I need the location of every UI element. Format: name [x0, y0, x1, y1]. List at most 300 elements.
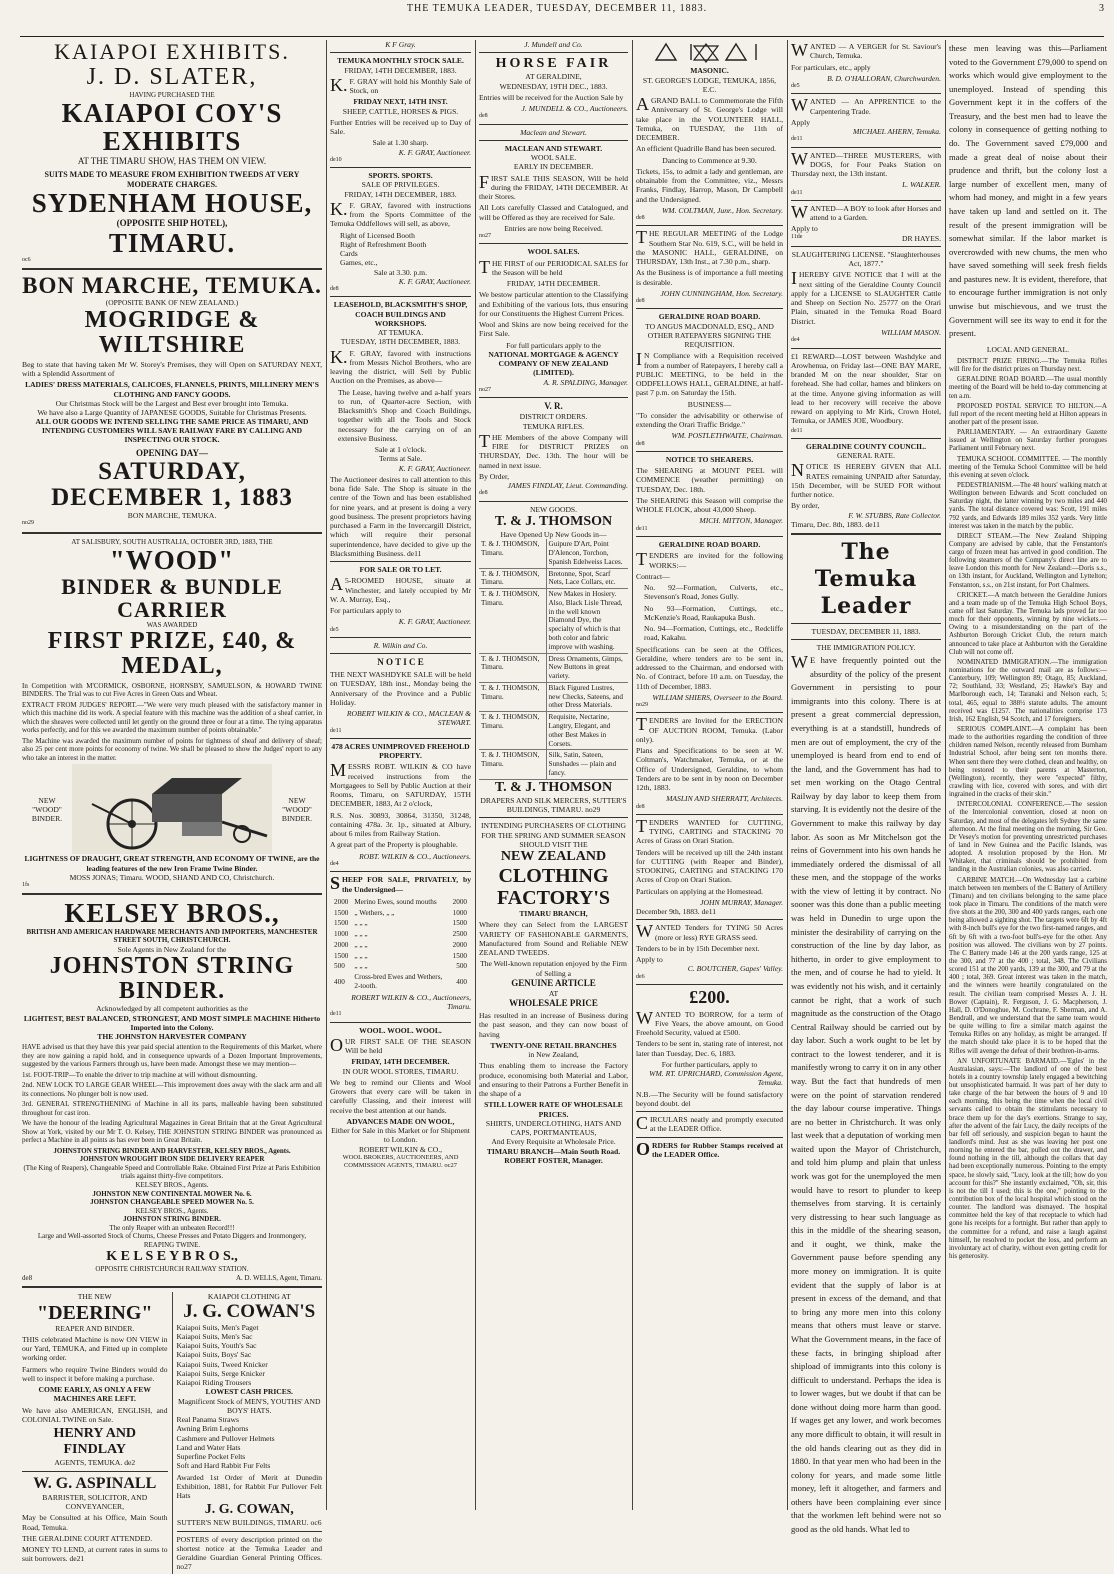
tenders: TENDERS are invited for the following WORKS:— [636, 549, 783, 570]
label: "WOOD" [282, 804, 312, 814]
table-cell: „ „ „ [354, 951, 368, 960]
reward-notice: £1 REWARD—LOST between Washdyke and Arowhenua, on Friday last—ONE BAY MARE, branded M on the near shoulder, Star on forehead. She had collar, hames and blinkers on at the time. Anyone giving information as will lead to her recovery will receive the above reward on applying to Mr Kirk, Crown Hotel, Temuka, or JAMES JOE, Woodbury. [791, 351, 941, 426]
notice-text: THE NEXT WASHDYKE SALE will be held on TUESDAY, 18th inst., Monday being the Anniversary of the Province and a Public Holiday. [330, 670, 471, 707]
table-cell: T. & J. THOMSON, Timaru. [479, 539, 546, 568]
johnston-mower: JOHNSTON NEW CONTINENTAL MOWER No. 6. [92, 1189, 252, 1198]
list-item: Games, etc., [340, 258, 378, 268]
ref-code: de8 [479, 490, 488, 497]
table-cell: Silk, Satin, Sateen, Sunshades — plain and fancy. [546, 750, 628, 779]
temuka-rifles: TEMUKA RIFLES. [522, 421, 585, 431]
terms: Terms at Sale. [378, 454, 423, 464]
table-row [479, 539, 628, 568]
every-requisite: And Every Requisite at Wholesale Price. [491, 1137, 616, 1147]
column-3 [479, 40, 628, 1510]
immigration-title: THE IMMIGRATION POLICY. [816, 642, 916, 652]
rate-text: NOTICE IS HEREBY GIVEN that ALL RATES remaining UNPAID after Saturday, 15th December, will be SUED FOR without further notice. [791, 460, 941, 500]
list-item: Soft and Hard Rabbit Fur Felts [176, 1461, 271, 1471]
list-item: No 93—Formation, Cuttings, etc., McKenzie's Road, Raukapuka Bush. [644, 603, 783, 622]
regular-meeting: THE REGULAR MEETING of the Lodge Southern Star No. 619, S.C., will be held in the MASONIC HALL, GERALDINE, on THURSDAY, 13th Inst., at 7.30 p.m., sharp. [636, 227, 783, 267]
table-cell: 2000 [452, 940, 467, 949]
ref-code: de4 [791, 337, 800, 344]
shearing: The SHEARING at MOUNT PEEL will COMMENCE (weather permitting) on TUESDAY, Dec. 18th. [636, 466, 783, 494]
ref-code: de8 [479, 113, 488, 120]
ref-code: de4 [330, 860, 339, 867]
improvement-2: 2nd. NEW LOCK TO LARGE GEAR WHEEL—This improvement does away with the slack arm and all its connections. No plunger bolt is now used. [22, 1081, 322, 1098]
whole-flock: The SHEARING this Season will comprise the WHOLE FLOCK, about 43,000 Sheep. [636, 495, 783, 515]
plans: Plans and Specifications to be seen at W. Coltman's, Watchmaker, Temuka, or at the Office of Undersigned, Geraldine, to whom Tenders are to be sent in by noon on December 12th, 1883. [636, 746, 783, 793]
news-item: CRICKET.—A match between the Geraldine Juniors and a team made up of the Temuka High School Boys, came off last Saturday. The Temuka lads proved far too much for their opponents, winning by nine wickets.—Owing to a misunderstanding on the part of the Ashburton Borough Cricket Club, the return match announced to take place at Ashburton with the Geraldine Club will not come off. [949, 591, 1107, 656]
list-item: Kaiapoi Suits, Tweed Knicker [176, 1359, 268, 1369]
friday-next: FRIDAY NEXT, 14TH INST. [353, 97, 448, 107]
column-separator [945, 40, 946, 1510]
nma-title: NATIONAL MORTGAGE & AGENCY COMPANY OF NEW ZEALAND (LIMITED). [488, 349, 619, 378]
johnston-unbeaten: The only Reaper with an unbeaten Record!!! [109, 1223, 235, 1232]
intending: INTENDING PURCHASERS OF CLOTHING FOR THE SPRING AND SUMMER SEASON SHOULD VISIT THE [481, 821, 626, 849]
advances-title: ADVANCES MADE ON WOOL, [346, 1116, 455, 1126]
news-item: GERALDINE ROAD BOARD.—The usual monthly meeting of the Board will be held to-day commencing at ten a.m. [949, 376, 1107, 400]
ref-code: de8 [330, 286, 339, 293]
column-1 [22, 39, 322, 1572]
bon-marche: BON MARCHE, TEMUKA. [22, 273, 322, 299]
genuine-article: GENUINE ARTICLE [511, 977, 596, 988]
by-order: By order, [791, 501, 820, 511]
reputation: The Well-known reputation enjoyed by the Firm of Selling a [480, 959, 627, 978]
periodical: THE FIRST of our PERIODICAL SALES for the Season will be held [479, 256, 628, 277]
resulted: Has resulted in an increase of Business during the past season, and they can now boast of having [479, 1011, 628, 1039]
table-row [332, 909, 469, 918]
reaper-binder-illustration [72, 764, 272, 854]
harvester-text: HAVE advised us that they have this year paid special attention to the Requirements of this Market, where they are now gaining a rapid hold, and in consequence upwards of a Dozen Important Improvements, suggested by the various Farmers through us, have been made. Amongst these we may mention— [22, 1043, 322, 1069]
deering-text: THIS celebrated Machine is now ON VIEW in our Yard, TEMUKA, and Fitted up in complete working order. [22, 1334, 168, 1363]
local-general-items [949, 358, 1107, 1261]
sale-130: Sale at 1.30 sharp. [372, 138, 429, 148]
auction-room: TENDERS are Invited for the ERECTION OF AUCTION ROOM, Temuka. (Labor only). [636, 714, 783, 744]
wool-title: WOOL. WOOL. WOOL. [359, 1025, 442, 1035]
table-cell: Cross-bred Ewes and Wethers, 2-tooth. [354, 973, 443, 991]
ref-code: de8 [636, 803, 645, 810]
column-separator [632, 40, 633, 1510]
friday-14: FRIDAY, 14TH DECEMBER, 1883. [344, 65, 457, 75]
cutting: TENDERS WANTED for CUTTING, TYING, CARTING and STACKING 70 Acres of Grass on Orari Station. [636, 815, 783, 846]
list-item: Kaiapoi Suits, Youth's Sac [176, 1341, 257, 1351]
immigration-continuation: these men leaving was this—Parliament voted to the Government £79,000 to spend on works which would give employment to the unemployed. Instead of spending this Government kept it in the coffers of the Treasury, and the best men had to leave the colony in consequence of getting nothing to do. The Government saved £79,000 and made a great deal of noise about their prudence and thrift, but the colony lost a large number of excellent men, many of whom had money, and might in a few years have taken up land and settled on it. The result of the present immigration will be somewhat similar. If the labor market is overcrowded with new chums, the men who have saved something will seek fresh fields and pastures new. It is evident, therefore, that to encourage further immigration is not only unwise but mischievous, and we trust the Government will see its way to end it for the present. [949, 43, 1107, 339]
judges-extract-2: The Machine was awarded the maximum number of points for tightness of sheaf and delivery of sheaf; also 25 per cent more points for economy of twine. We shall be pleased to show the Judges' report to any who take an interest in the matter. [22, 736, 322, 762]
table-cell: 2000 [334, 897, 349, 906]
first-sale: FIRST SALE THIS SEASON, Will be held during the FRIDAY, 14TH DECEMBER. At their Stores. [479, 171, 628, 202]
table-cell: „ „ „ [354, 940, 368, 949]
table-cell: „ „ „ [354, 930, 368, 939]
table-cell: 2500 [452, 930, 467, 939]
tickets: Tickets, 15s, to admit a lady and gentleman, are obtainable from the Committee, viz., Messrs Franks, Findlay, Harrop, Mason, Dr Campbell and the Undersigned. [636, 166, 783, 204]
maclean-title: MACLEAN AND STEWART. [504, 143, 603, 153]
column-6 [949, 40, 1107, 1510]
kfgray-text: K.F. GRAY will hold his Monthly Sale of Stock, on [330, 74, 471, 95]
findlay-signature: JAMES FINDLAY, Lieut. Commanding. [507, 481, 628, 490]
cutting-3: Particulars on applying at the Homestead. [636, 886, 763, 896]
wool-text: OUR FIRST SALE OF THE SEASON Will be held [330, 1034, 471, 1056]
mogridge-goods: LADIES' DRESS MATERIALS, CALICOES, FLANNELS, PRINTS, MILLINERY MEN'S CLOTHING AND FANCY GOODS. [25, 380, 319, 399]
further-particulars: For further particulars, apply to [661, 1059, 758, 1069]
news-item: DISTRICT PRIZE FIRING.—The Temuka Rifles will fire for the district prizes on Thursday next. [949, 357, 1107, 374]
table-cell: Requisite, Nectarine, Langtry, Elegant, and other Best Makes in Corsets. [546, 712, 628, 750]
slater-sub: HAVING PURCHASED THE [129, 90, 215, 99]
mogridge-all: ALL OUR GOODS WE INTEND SELLING THE SAME PRICE AS TIMARU, AND INTENDING CUSTOMERS WILL SAVE RAILWAY FARE BY CALLING AND INSPECTING OUR STOCK. [35, 417, 309, 445]
competition-text: In Competition with M'CORMICK, OSBORNE, HORNSBY, SAMUELSON, & HOWARD TWINE BINDERS. The Trial was to cut Five Acres in Green Oats and Wheat. [22, 681, 322, 699]
tj-thomson-title-2: T. & J. THOMSON [494, 779, 613, 795]
deering-twine: We have also AMERICAN, ENGLISH, and COLONIAL TWINE on Sale. [22, 1405, 168, 1424]
sheep-cattle: SHEEP, CATTLE, HORSES & PIGS. [342, 106, 459, 116]
table-cell: 1500 [452, 919, 467, 928]
news-item: PROPOSED POSTAL SERVICE TO HILTON.—A full report of the recent meeting held at Hilton appears in another part of the present issue. [949, 402, 1107, 426]
table-row [332, 941, 469, 950]
johnston-reaper-sub: (The King of Reapers), Changeable Speed and Controllable Rake. Obtained First Prize at Paris Exhibition trials against thirty-five competitors. [23, 1163, 321, 1181]
kaiapoi-coys: KAIAPOI COY'S EXHIBITS [61, 98, 283, 157]
table-cell: „ Wethers, „ „ [354, 908, 395, 917]
compliance: IN Compliance with a Requisition received from a number of Ratepayers, I hereby call a PUBLIC MEETING, to be held in the ODDFELLOWS HALL, GERALDINE, at half-past 7 p.m. on Saturday the 15th. [636, 349, 783, 398]
ref-code: de11 [791, 427, 803, 434]
bon-marche-2: BON MARCHE, TEMUKA. [127, 511, 217, 521]
top-rule [20, 36, 1104, 37]
table-row [479, 750, 628, 779]
column-4 [636, 40, 783, 1510]
lease-text: K.F. GRAY, favored with instructions from Messrs Nichol Brothers, who are leaving the district, will Sell by Public Auction on the Premises, as above— [330, 346, 471, 386]
table-row [332, 962, 469, 971]
henry-findlay-sub: AGENTS, TEMUKA. de2 [54, 1458, 136, 1468]
orders: ORDERS for Rubber Stamps received at the LEADER Office. [636, 1138, 783, 1159]
by-order: By Order, [479, 471, 510, 481]
shiers-signature: WILLIAM SHIERS, Overseer to the Board. [652, 692, 783, 702]
specs: Specifications can be seen at the Offices, Geraldine, where tenders are to be sent in, addressed to the Chairman, and endorsed with No. of Contract, before 10 a.m. on Tuesday, the 11th of December, 1883. [636, 644, 783, 691]
wilkin-label: R. Wilkin and Co. [373, 640, 428, 650]
deering-title: "DEERING" [36, 1301, 153, 1324]
news-item: SERIOUS COMPLAINT.—A complaint has been made to the authorities regarding the condition of three children named Nelson, recently released from Burnham Industrial School, after being sent ten months there. When sent there they were clothed, clean and healthy, on being restored to their parents at Masterton, (Wellington), recently, they were "expected" filthy, crawling with lice, covered with sores, and with dirt ingrained in the cracks of their skin." [949, 726, 1107, 799]
mason-signature: WILLIAM MASON. [881, 327, 941, 337]
slater-name: J. D. SLATER, [86, 64, 258, 91]
tj-thomson-title: T. & J. THOMSON [494, 513, 613, 529]
factorys-title: FACTORY'S [496, 887, 611, 910]
news-item: DIRECT STEAM.—The New Zealand Shipping Company are advised by cable, that the Fenstanton's cargo of frozen meat has arrived in good condition. The following steamers of the Company's direct line are to leave London this month for New Zealand:—Doris s.s., on 13th instant, for Auckland, Wellington and Lyttelton; Fenstanton, s.s., on 21st instant, for Port Chalmers. [949, 532, 1107, 589]
ref-code: oc6 [22, 256, 31, 263]
deering-sub: REAPER AND BINDER. [55, 1323, 135, 1333]
table-cell: 1000 [452, 908, 467, 917]
opposite-bank: (OPPOSITE BANK OF NEW ZEALAND.) [105, 298, 239, 308]
nz-text: Where they can Select from the LARGEST VARIETY OF FASHIONABLE GARMENTS, Manufactured from Sound and Reliable NEW ZEALAND TWEEDS. [479, 920, 628, 958]
list-item: Kaiapoi Riding Trousers [176, 1378, 252, 1388]
privileges-list [330, 231, 471, 268]
lightness-text: LIGHTNESS OF DRAUGHT, GREAT STRENGTH, AND ECONOMY OF TWINE, are the leading features of the new Iron Frame Twine Binder. [24, 854, 320, 873]
maclean-label: Maclean and Stewart. [520, 127, 587, 137]
to-angus: TO ANGUS MACDONALD, ESQ., AND OTHER RATEPAYERS SIGNING THE REQUISITION. [645, 321, 774, 350]
news-item: PARLIAMENTARY. — An extraordinary Gazette issued at Wellington on Saturday further prorogues Parliament until February next. [949, 429, 1107, 453]
mundell-signature: J. MUNDELL & CO., Auctioneers. [521, 104, 628, 114]
table-row [479, 568, 628, 589]
kfgray-signature: K. F. GRAY, Auctioneer. [398, 617, 471, 627]
acres-text-3: A great part of the Property is ploughable. [330, 840, 458, 850]
for-sale-title: FOR SALE OR TO LET. [359, 565, 442, 575]
wells-agent: A. D. WELLS, Agent, Timaru. [235, 1273, 322, 1282]
ref-code: de11 [330, 727, 342, 734]
large-stock: Large and Well-assorted Stock of Churns, Cheese Presses and Potato Diggers and Ironmongery, REAPING TWINE. [37, 1232, 307, 1249]
first-prize: FIRST PRIZE, £40, & MEDAL, [47, 628, 297, 680]
at-label: AT [548, 988, 559, 998]
dancing: Dancing to Commence at 9.30. [662, 155, 757, 165]
opening-day: OPENING DAY— [136, 447, 208, 458]
kelsey-bros-2: K E L S E Y B R O S., [106, 1249, 238, 1265]
henry-findlay: HENRY AND FINDLAY [53, 1426, 137, 1458]
salisbury: AT SALISBURY, SOUTH AUSTRALIA, OCTOBER 3RD, 1883, THE [71, 537, 273, 546]
gcc-title: GERALDINE COUNTY COUNCIL. [805, 441, 927, 451]
wednesday-19: WEDNESDAY, 19TH DEC., 1883. [499, 81, 608, 91]
leader-date: TUESDAY, DECEMBER 11, 1883. [811, 626, 921, 636]
binder-carrier: BINDER & BUNDLE CARRIER [61, 573, 283, 622]
table-cell: 500 [334, 962, 345, 971]
kfgray-label: K F Gray. [385, 40, 416, 49]
binder-illustration-row [22, 764, 322, 854]
table-row [479, 653, 628, 682]
table-cell: 1500 [452, 951, 467, 960]
masonic-emblem-icon [636, 40, 776, 64]
johnston-rake-agents: KELSEY BROS., Agents. [135, 1206, 209, 1215]
table-cell: T. & J. THOMSON, Timaru. [479, 568, 546, 589]
table-cell: New Makes in Hosiery. Also, Black Lisle Thread, in the well known Diamond Dye, the specialty of which is that both color and fabric improve with washing. [546, 589, 628, 653]
ref-code: de10 [330, 156, 342, 163]
masthead: THE TEMUKA LEADER, TUESDAY, DECEMBER 11, 1883. [406, 3, 708, 14]
johnston-string: JOHNSTON STRING BINDER AND HARVESTER, KELSEY BROS., Agents. [53, 1146, 291, 1155]
immigration-article: WE have frequently pointed out the absurdity of the policy of the present Government in persisting to pour immigrants into this colony. There is at present a great commercial depression, everything is at a standstill, hundreds of men are out of employment, the cry of the unemployed is heard from end to end of the land, and the Government has had to set men working on the Otago Central Railway by day labor to keep them from starving. It is evidently not the desire of the Government to make this railway by day labor. As soon as Mr Mitchelson got the reins of Government into his own hands he immediately ordered the dismissal of all these men, and the stoppage of the works with the view of letting it by contract. No sooner was this done than a public meeting was held in Dunedin to urge upon the minister the desirability of carrying on the construction of the line by day labor, as hitherto, in order to give employment to the men, and of course he had to yield. It was evidently not his wish, and it certainly cannot be right, that a work of such magnitude as the construction of the Otago Central Railway should be carried out by day labor. Such a work ought to be let by contract to the lowest tenderer, and it is manifestly wrong to carry it on in any other way. But the fact that hundreds of men were on the point of starvation rendered the day labour course imperative. Things are no better in Christchurch. It was only last week that a deputation of working men waited upon the Mayor of Christchurch, and told him plump and plain that unless work was got for the unemployed the men would have to resort to plunder to keep themselves from starving. It is certainly very distressing to hear such language as this in the middle of the shearing season, and it ought, we think, make the Government pause before spending any more money on immigration. It is quite evident that the supply of labor is at present in excess of the demand, and that to bring any more men into this colony means that others must leave or starve. What the Government means, in the face of these facts, in bringing shipload after shipload of immigrants into this colony is difficult to understand. Perhaps the idea is to lower wages, but we doubt if that can be done without doing more harm than good. If wages get any lower, and work becomes any more difficult to obtain, it will result in the old hands clearing out as they did in 1880. In that year men who had been in the colony for years, and made some little money, left it altogether, and farmers and others have been complaining ever since that the workmen left behind were not so good as the old hands. What led to [791, 652, 941, 1535]
ref-code: no27 [479, 386, 491, 393]
masonic-title: MASONIC. [690, 66, 729, 76]
sheep-signature: ROBERT WILKIN & CO., Auctioneers, Timaru. [351, 992, 471, 1012]
label: BINDER. [281, 814, 313, 823]
timaru-heading: TIMARU. [108, 227, 236, 258]
johnston-rake: JOHNSTON CHANGEABLE SPEED MOWER No. 5. [90, 1198, 254, 1207]
ball-text: AGRAND BALL to Commemorate the Fifth Anniversary of St. George's Lodge will take place in the VOLUNTEER HALL, Temuka, on TUESDAY, the 11th of DECEMBER. [636, 94, 783, 142]
timaru-date: Timaru, Dec. 8th, 1883. de11 [791, 519, 880, 529]
mogridge-intro: Beg to state that having taken Mr W. Storey's Premises, they will Open on SATURDAY NEXT, with a Splendid Assortment of [22, 359, 322, 379]
table-row [332, 973, 469, 991]
advances-sub: Either for Sale in this Market or for Shipment to London. [331, 1126, 470, 1145]
all-lots: All Lots carefully Classed and Catalogued, and will be Offered as they are received for Sale. [479, 203, 628, 222]
table-cell: „ „ „ [354, 962, 368, 971]
cowan-items-2 [177, 1415, 323, 1471]
ahern-signature: MICHAEL AHERN, Temuka. [852, 127, 941, 137]
wool-sales-title: WOOL SALES. [527, 247, 580, 257]
apply-to: Apply to [636, 955, 663, 965]
cowan-title-2: J. G. COWAN, [204, 1502, 294, 1518]
list-item: Kaiapoi Suits, Men's Paget [176, 1322, 259, 1332]
circulars: CIRCULARS neatly and promptly executed at the LEADER Office. [636, 1113, 783, 1134]
table-cell: 1500 [334, 919, 349, 928]
list-item: Right of Refreshment Booth [340, 239, 427, 249]
sheep-sale-title: SHEEP FOR SALE, PRIVATELY, by the Undersigned— [330, 873, 471, 894]
sheep-table [330, 896, 471, 993]
list-item: Awning Brim Leghorns [176, 1424, 249, 1434]
news-item: INTERCOLONIAL CONFERENCE.—The session of the Intercolonial convention, closed at noon on Saturday, and most of the delegates left Sydney the same afternoon. At the final meeting on the morning, Sir Geo. Dr Vesey's motion for preventing unrestricted purchases of land in New Guinea and the Pacific Islands, was adopted. A resolution proposed by the Hon. Mr Whitaker, that criminals should be prohibited from landing in the Australian colonies, was also carried. [949, 801, 1107, 874]
lodge-name: ST. GEORGE'S LODGE, TEMUKA, 1856, E.C. [642, 75, 777, 94]
list-item: Superfine Pocket Felts [176, 1452, 246, 1462]
apply: Apply [791, 117, 810, 127]
table-cell: 1500 [334, 951, 349, 960]
johnston-reaper-agents: KELSEY BROS., Agents. [135, 1181, 209, 1189]
wool-date: FRIDAY, 14TH DECEMBER. [351, 1057, 450, 1067]
deering-early: COME EARLY, AS ONLY A FEW MACHINES ARE LEFT. [38, 1385, 151, 1404]
stubbs-signature: F. W. STUBBS, Rate Collector. [848, 510, 941, 520]
at-temuka: AT TEMUKA. [377, 328, 424, 338]
early-december: EARLY IN DECEMBER. [513, 162, 594, 172]
tj-sub: Have Opened Up New Goods in— [500, 529, 607, 539]
list-item: Land and Water Hats [176, 1442, 241, 1452]
mogridge-title: MOGRIDGE & WILTSHIRE [84, 306, 260, 358]
moss-jonas: MOSS JONAS; Timaru. WOOD, SHAND AND CO, Christchurch. [69, 872, 275, 882]
news-item: PEDESTRIANISM.—The 48 hours' walking match at Wellington between Edwards and Scott concluded on Saturday night, the latter winning by two miles and 440 yards. The total distance covered was: Scott, 191 miles 792 yards, and Edwards 189 miles 352 yards. Very little interest was taken in the match by the public. [949, 481, 1107, 530]
coltman-signature: WM. COLTMAN, Junr., Hon. Secretary. [661, 205, 783, 215]
kfgray-signature: K. F. GRAY, Auctioneer. [398, 147, 471, 157]
entries: Entries will be received for the Auction Sale by [479, 92, 624, 102]
boutcher-signature: C. BOUTCHER, Gapes' Valley. [687, 964, 783, 974]
entries-now: Entries are now being Received. [504, 223, 603, 233]
foster-manager: ROBERT FOSTER, Manager. [504, 1155, 603, 1165]
ref-code: de8 [636, 298, 645, 305]
friday-14: FRIDAY, 14TH DECEMBER. [506, 279, 601, 289]
table-cell: 500 [456, 962, 467, 971]
table-cell: Dress Ornaments, Gimps, New Buttons in great variety. [546, 653, 628, 682]
table-cell: 1000 [334, 930, 349, 939]
wool-signature: ROBERT WILKIN & CO., [358, 1144, 442, 1154]
table-cell: 400 [456, 977, 467, 986]
in-nz: in New Zealand, [528, 1050, 579, 1060]
musterers: WANTED—THREE MUSTERERS, with DOGS, for Four Peaks Station on Thursday next, the 13th instant. [791, 148, 941, 179]
suits-text: SUITS MADE TO MEASURE FROM EXHIBITION TWEEDS AT VERY MODERATE CHARGES. [44, 169, 300, 189]
column-separator [326, 40, 327, 1510]
table-cell: Guipure D'Art, Point D'Alencon, Torchon, Spanish Edelweiss Laces. [546, 539, 628, 568]
list-item: Cashmere and Pullover Helmets [176, 1433, 275, 1443]
aspinall-title: W. G. ASPINALL [33, 1474, 157, 1492]
ref-code: 1fs [22, 881, 30, 888]
wool-stores: IN OUR WOOL STORES, TIMARU. [342, 1066, 459, 1076]
news-item: NOMINATED IMMIGRATION.—The immigration nominations for the outward mail are as follows:—Canterbury, 109; Wellington 89; Otago, 85; Auckland, 72; Southland, 33; Westland, 25; Hawke's Bay and Marlborough each, 14; Taranaki and Nelson each, 5; total, 465, equal to 388½ statute adults. The amount received was £1257. The nationalities comprise 173 Irish, 162 English, 94 Scotch, and 17 foreigners. [949, 658, 1107, 723]
cunningham-signature: JOHN CUNNINGHAM, Hon. Secretary. [660, 288, 783, 298]
nb-text: N.B.—The Security will be found satisfactory beyond doubt. del [636, 1089, 783, 1108]
sports-title: SPORTS. SPORTS. [368, 171, 433, 181]
ref-code: de8 [636, 440, 645, 447]
importance: As the Business is of importance a full meeting is desirable. [636, 268, 783, 287]
particulars: For particulars apply to [330, 606, 402, 616]
apply-to: Apply to [791, 224, 818, 234]
lease-note: The Auctioneer desires to call attention to this bona fide Sale. The Shop is situate in the centre of the Town and has been established for nine years, and at present is doing a very good business. The present proprietors having purchased a Farm in the Invercargill District, which will require their personal superintendence, have decided to give up the Blacksmithing Business. de11 [330, 474, 471, 558]
tuesday-18: TUESDAY, 18TH DECEMBER, 1883. [340, 337, 461, 347]
acres-title: 478 ACRES UNIMPROVED FREEHOLD PROPERTY. [331, 741, 470, 761]
mitton-signature: MICH. MITTON, Manager. [699, 516, 783, 526]
sole-agents: Sole Agents in New Zealand for the [117, 944, 227, 954]
kfgray-signature: K. F. GRAY, Auctioneer. [398, 276, 471, 286]
news-item: AN UNFORTUNATE BARMAID.—'Egles' in the Australasian, says:—The landlord of one of the best hotels in a country township lately engaged a bewitching but unsophisticated barmaid. It was part of her duty to take charge of the bar between the hours of 9 and 10 each morning, this being the time when the local civil servants called to obtain the stimulants necessary to brace them up for the day's exertions. Strange to say, after the advent of the fair Lucy, the daily receipts of the bar fell off seriously, and suspicion began to haunt the landlord's mind. Just as she was leaving her post one morning he entered the bar, pulled out the drawer, and found nothing in the till, although the collars that day had been exceptionally numerous. Pointing to the empty space, he slowly said, "Lucy, look at the till; how do you account for this?" She instantly exclaimed, "Oh, sir, this is not the till I used; this is the one," pointing to the contribution box of the local hospital which stood on the counter. The landlord was dismayed. The hospital committee held the key of that receptacle to which had gone his receipts for a fortnight. But rather than apply to the committee for a refund, and raise a laugh against himself, he resolved to pocket the loss, and perform an involuntary act of charity, without even getting credit for his generosity. [949, 1057, 1107, 1261]
opposite-station: OPPOSITE CHRISTCHURCH RAILWAY STATION. [95, 1265, 249, 1274]
full-particulars: For full particulars apply to the [506, 340, 601, 350]
vr-mark: V. R. [544, 401, 563, 412]
table-cell: 2000 [334, 940, 349, 949]
horse-fair: HORSE FAIR [495, 56, 612, 72]
general-rate: GENERAL RATE. [837, 451, 895, 461]
timaru-show: AT THE TIMARU SHOW, HAS THEM ON VIEW. [77, 155, 267, 166]
ref-code: de11 [636, 525, 648, 532]
johnston-binder-2: JOHNSTON STRING BINDER. [123, 1215, 221, 1224]
clothing-title: CLOTHING [498, 865, 609, 888]
column-5 [791, 40, 941, 1535]
was-awarded: WAS AWARDED [146, 620, 198, 629]
verger: WANTED — A VERGER for St. Saviour's Church, Temuka. [791, 40, 941, 61]
local-general-title: LOCAL AND GENERAL. [986, 344, 1070, 354]
sydenham-house: SYDENHAM HOUSE, [31, 188, 313, 219]
apprentice: WANTED — An APPRENTICE to the Carpentering Trade. [791, 95, 941, 116]
list-item: No. 92—Formation, Culverts, etc., Stevenson's Road, Jones Gully. [644, 583, 783, 602]
ref-code: 11de [791, 233, 803, 240]
table-row [332, 952, 469, 961]
friday-14b: FRIDAY, 14TH DECEMBER, 1883. [344, 189, 457, 199]
cowan-title: J. G. COWAN'S [183, 1300, 316, 1322]
bestow: We bestow particular attention to the Classifying and Exhibiting of the various lots, thus ensuring for our Constituents the Highest Current Prices. [479, 290, 628, 318]
aspinall-money: MONEY TO LEND, at current rates in sums to suit borrowers. de21 [22, 1545, 168, 1564]
cowan-awarded: Awarded 1st Order of Merit at Dunedin Exhibition, 1881, for Rabbit Fur Pullover Felt Hats [176, 1472, 322, 1501]
table-cell: Black Figured Lustres, new Checks, Sateens, and other Dress Materials. [546, 682, 628, 711]
opposite-ship: (OPPOSITE SHIP HOTEL), [116, 217, 228, 228]
postle-signature: WM. POSTLETHWAITE, Chairman. [671, 431, 783, 441]
table-cell: 1500 [334, 908, 349, 917]
label: BINDER. [31, 814, 63, 823]
label: NEW [288, 795, 306, 805]
cowan-address: SUTTER'S NEW BUILDINGS, TIMARU. oc6 [176, 1518, 322, 1528]
table-cell: 2000 [452, 897, 467, 906]
table-row [479, 589, 628, 653]
ref-code: de5 [330, 626, 339, 633]
table-cell: T. & J. THOMSON, Timaru. [479, 750, 546, 779]
ref-code: de8 [22, 1273, 33, 1282]
cowan-items [177, 1323, 323, 1388]
table-cell: „ „ „ [354, 919, 368, 928]
kaiapoi-title: KAIAPOI EXHIBITS. [54, 39, 290, 64]
ref-code: no29 [22, 520, 34, 527]
table-cell: T. & J. THOMSON, Timaru. [479, 682, 546, 711]
news-item: CARBINE MATCH.—On Wednesday last a carbine match between ten members of the C Battery of Artillery (Timaru) and ten civilians belonging to the same place took place in Timaru. The conditions of the match were five shots at the 200, 300 and 400 yards ranges, each one being allowed a sighting shot. The targets were 6ft by 4ft with 8-inch bull's eye for the two first-named ranges, and 6ft by 6ft with a two-foot bull's-eye for the other. Any position was allowed. The civilians won by 27 points. The C Battery made 146 at the 200 yards range, 125 at the 300, and 77 at the 400 ; total, 348. The Civilians scored 151 at the 200 yards, 139 at the 300, and 79 at the 400 ; total, 369. Great interest was taken in the match, and the winners were heartily congratulated on the result. The civilian team comprised Messrs A. J. H. Bower (Captain), R. Ferguson, J. G. Macpherson, J. Hall, D. O'Donoghue, M. Cochrane, F. Sherman, and A. Bendrall, and we understand that the same team would be quite willing to fire a similar match against the Temuka Rifles on any holiday, as might be arranged. If the match should take place it is to be hoped that the Rifles will avenge the defeat of their brethren-in-arms. [949, 876, 1107, 1055]
business: BUSINESS— [687, 399, 732, 409]
grb-title: GERALDINE ROAD BOARD. [658, 312, 761, 322]
list-item: Real Panama Straws [176, 1415, 239, 1425]
list-item: Cards [340, 249, 358, 259]
at-geraldine: AT GERALDINE, [525, 72, 582, 82]
boy-wanted: WANTED—A BOY to look after Horses and attend to a Garden. [791, 201, 941, 223]
wool-sale: WOOL SALE. [530, 153, 577, 163]
wood-title: "WOOD" [109, 545, 235, 576]
mundell-label: J. Mundell and Co. [524, 40, 583, 49]
nz-title: NEW ZEALAND [500, 849, 607, 865]
notice-title: N O T I C E [377, 657, 424, 668]
tj2-sub: DRAPERS AND SILK MERCERS, SUTTER'S BUILDINGS, TIMARU. no29 [480, 795, 627, 815]
thomson-goods-table [479, 539, 628, 780]
table-row [332, 898, 469, 907]
verger-particulars: For particulars, etc., apply [791, 62, 871, 72]
quadrille: An efficient Quadrille Band has been secured. [636, 144, 777, 154]
spalding-signature: A. R. SPALDING, Manager. [543, 377, 628, 387]
still-lower: STILL LOWER RATE OF WHOLESALE PRICES. [484, 1100, 623, 1119]
leasehold-title: LEASEHOLD, BLACKSMITH'S SHOP, COACH BUILDINGS AND WORKSHOPS. [333, 300, 468, 328]
maslin-signature: MASLIN AND SHERRATT, Architects. [666, 794, 783, 804]
page-number: 3 [1099, 3, 1104, 14]
cutting-2: Tenders will be received up till the 24th instant for CUTTING (with Reaper and Binder), STOOKING, CARTING and STACKING 170 Acres of Crop on Orari Station. [636, 847, 783, 885]
ref-code: de11 [330, 1011, 342, 1018]
table-cell: T. & J. THOMSON, Timaru. [479, 653, 546, 682]
aspinall-text: May be Consulted at his Office, Main South Road, Temuka. [22, 1513, 168, 1532]
harvester-co: THE JOHNSTON HARVESTER COMPANY [97, 1031, 247, 1041]
ref-code: de8 [636, 215, 645, 221]
